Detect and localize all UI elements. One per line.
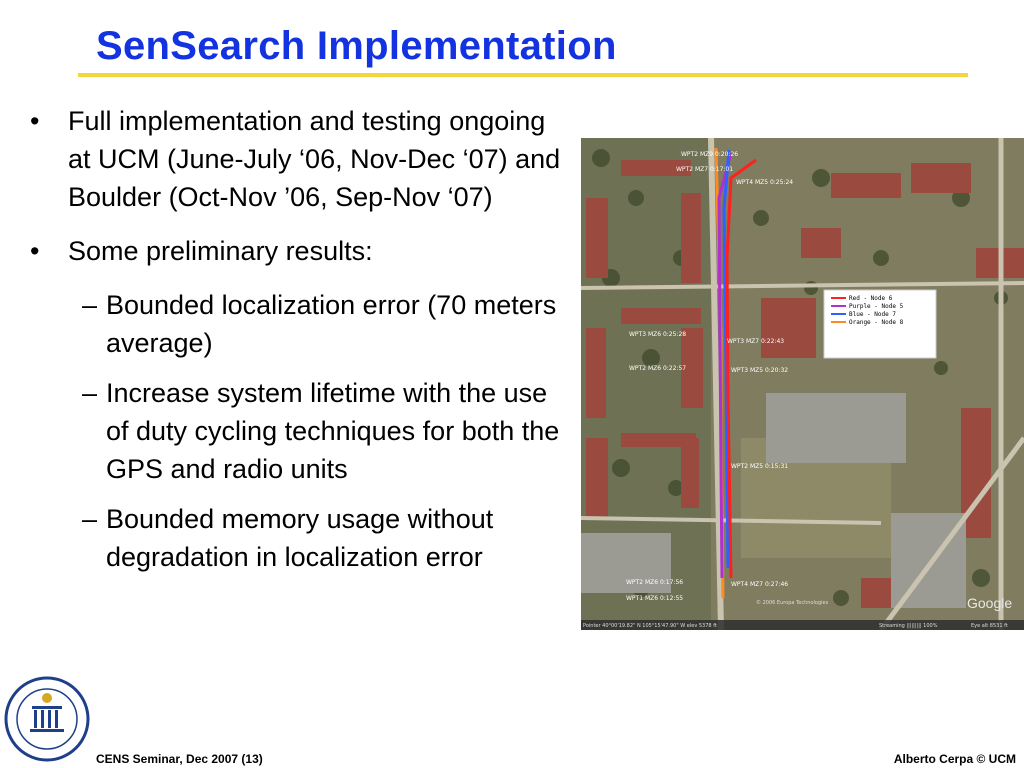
legend-blue: Blue - Node 7: [849, 311, 896, 318]
footer-author: Alberto Cerpa © UCM: [893, 752, 1016, 766]
waypoint-label: WPT2 MZ9 0:20:26: [681, 151, 739, 158]
slide-body: [30, 102, 570, 588]
map-streaming-status: Streaming ||||||||| 100%: [879, 623, 938, 629]
bullet-text: Full implementation and testing ongoing at UCM (June-July ‘06, Nov-Dec ‘07) and Boulder (Oct-Nov ’06, Sep-Nov ‘07): [68, 106, 561, 212]
waypoint-label: WPT3 MZ7 0:22:43: [727, 338, 785, 345]
slide-title: SenSearch Implementation: [96, 24, 617, 68]
bullet-item: [30, 232, 570, 270]
sub-bullet-marker: –: [82, 504, 98, 534]
legend-orange: Orange - Node 8: [849, 319, 904, 326]
sub-bullet-item: [30, 286, 570, 362]
waypoint-label: WPT4 MZ7 0:27:46: [731, 581, 789, 588]
sub-bullet-item: [30, 374, 570, 488]
legend-purple: Purple - Node 5: [849, 303, 904, 310]
sub-bullet-text: Bounded memory usage without degradation in localization error: [106, 504, 494, 572]
map-copyright: © 2006 Europa Technologies: [756, 600, 829, 606]
waypoint-label: WPT4 MZ5 0:25:24: [736, 179, 794, 186]
sub-bullet-marker: –: [82, 378, 98, 408]
title-underline: [78, 73, 968, 77]
waypoint-label: WPT2 MZ5 0:15:31: [731, 463, 789, 470]
sub-bullet-text: Increase system lifetime with the use of duty cycling techniques for both the GPS and radio units: [106, 378, 560, 484]
map-pointer-readout: Pointer 40°00'19.82" N 105°15'47.90" W elev 5378 ft: [583, 623, 717, 629]
bullet-marker: •: [30, 106, 40, 136]
sub-bullet-marker: –: [82, 290, 98, 320]
google-logo: Google: [967, 595, 1013, 611]
legend-red: Red - Node 6: [849, 295, 893, 302]
waypoint-label: WPT2 MZ7 0:17:01: [676, 166, 734, 173]
bullet-item: [30, 102, 570, 216]
bullet-marker: •: [30, 236, 40, 266]
footer-seminar: CENS Seminar, Dec 2007 (13): [96, 752, 263, 766]
waypoint-label: WPT1 MZ6 0:12:55: [626, 595, 684, 602]
university-seal-logo: [4, 676, 90, 762]
sub-bullet-text: Bounded localization error (70 meters average): [106, 290, 557, 358]
waypoint-label: WPT3 MZ5 0:20:32: [731, 367, 789, 374]
waypoint-label: WPT2 MZ6 0:17:56: [626, 579, 684, 586]
sub-bullet-item: [30, 500, 570, 576]
map-eye-altitude: Eye alt 8531 ft: [971, 623, 1008, 629]
waypoint-label: WPT3 MZ6 0:25:28: [629, 331, 687, 338]
waypoint-label: WPT2 MZ6 0:22:57: [629, 365, 687, 372]
satellite-map-image: [581, 138, 1024, 630]
bullet-text: Some preliminary results:: [68, 236, 373, 266]
